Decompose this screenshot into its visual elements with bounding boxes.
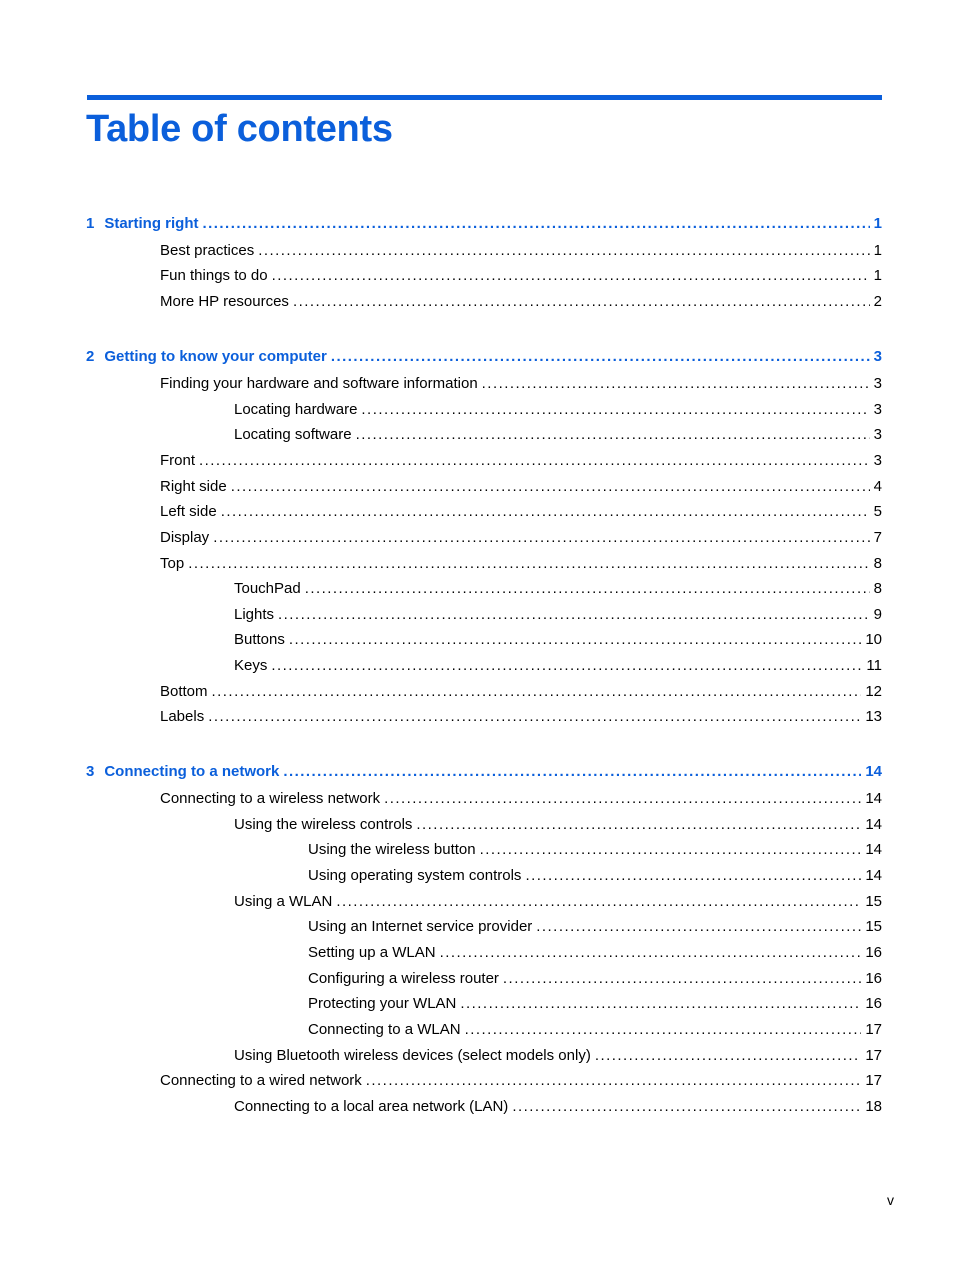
toc-entry[interactable]	[0, 425, 954, 445]
dot-leader	[503, 969, 861, 989]
toc-entry[interactable]	[0, 682, 954, 702]
toc-entry-label	[86, 347, 327, 367]
toc-entry-row	[308, 1020, 882, 1040]
dot-leader	[440, 943, 862, 963]
dot-leader	[331, 347, 870, 367]
toc-entry-title: Right side	[160, 478, 227, 495]
dot-leader	[278, 605, 870, 625]
toc-page-number: 18	[865, 1098, 882, 1115]
dot-leader	[465, 1020, 862, 1040]
toc-entry[interactable]	[0, 241, 954, 261]
toc-entry-label	[234, 605, 274, 625]
toc-entry-label	[234, 1046, 591, 1066]
toc-page-number: 3	[873, 401, 882, 418]
toc-page-number: 16	[865, 995, 882, 1012]
dot-leader	[199, 451, 870, 471]
toc-entry-label	[308, 866, 521, 886]
toc-entry[interactable]	[0, 266, 954, 286]
toc-entry-label	[86, 214, 199, 234]
toc-page-number: 3	[873, 375, 882, 392]
toc-entry-row	[160, 266, 882, 286]
toc-entry-title: Labels	[160, 708, 205, 725]
toc-page-number: 13	[865, 708, 882, 725]
toc-page-number: 14	[865, 790, 882, 807]
toc-page-number: 15	[865, 893, 882, 910]
page-number: v	[887, 1192, 894, 1208]
dot-leader	[293, 292, 870, 312]
toc-entry-row	[308, 969, 882, 989]
toc-entry-row	[234, 425, 882, 445]
toc-page-number: 9	[873, 606, 882, 623]
toc-page-number: 5	[873, 503, 882, 520]
dot-leader	[525, 866, 861, 886]
toc-entry-title: Buttons	[234, 631, 285, 648]
toc-entry[interactable]	[0, 994, 954, 1014]
toc-page-number: 14	[865, 841, 882, 858]
toc-entry-label	[308, 1020, 461, 1040]
toc-page-number: 17	[865, 1072, 882, 1089]
toc-entry-row	[234, 630, 882, 650]
toc-entry-title: Using the wireless controls	[234, 816, 413, 833]
toc-entry-title: Finding your hardware and software information	[160, 375, 478, 392]
toc-page-number: 14	[865, 867, 882, 884]
toc-page-number: 12	[865, 683, 882, 700]
toc-entry[interactable]	[0, 528, 954, 548]
toc-entry-title: Left side	[160, 503, 217, 520]
toc-entry-label	[160, 1071, 362, 1091]
toc-entry-title: TouchPad	[234, 580, 301, 597]
toc-entry-label	[160, 374, 478, 394]
dot-leader	[283, 762, 861, 782]
toc-entry-title: Connecting to a wireless network	[160, 790, 381, 807]
toc-entry[interactable]	[0, 554, 954, 574]
toc-entry-row	[234, 1046, 882, 1066]
toc-entry-row	[86, 762, 882, 782]
toc-page-number: 17	[865, 1047, 882, 1064]
toc-page-number: 10	[865, 631, 882, 648]
toc-entry[interactable]	[0, 502, 954, 522]
dot-leader	[188, 554, 869, 574]
toc-entry[interactable]	[0, 400, 954, 420]
toc-entry-label	[308, 840, 476, 860]
toc-page-number: 1	[873, 267, 882, 284]
chapter-number: 1	[86, 215, 95, 232]
toc-chapter-entry[interactable]	[0, 214, 954, 234]
toc-entry[interactable]	[0, 477, 954, 497]
toc-entry-title: Fun things to do	[160, 267, 268, 284]
toc-entry-row	[160, 554, 882, 574]
toc-entry[interactable]	[0, 707, 954, 727]
toc-entry-label	[160, 241, 254, 261]
toc-entry-title: Using an Internet service provider	[308, 918, 533, 935]
toc-page-number: 7	[873, 529, 882, 546]
toc-entry[interactable]	[0, 866, 954, 886]
toc-entry-label	[234, 425, 352, 445]
toc-entry[interactable]	[0, 630, 954, 650]
toc-chapter-entry[interactable]	[0, 347, 954, 367]
toc-entry-row	[160, 707, 882, 727]
toc-entry-label	[308, 994, 456, 1014]
dot-leader	[512, 1097, 861, 1117]
toc-page-number: 14	[865, 816, 882, 833]
dot-leader	[595, 1046, 861, 1066]
toc-entry-row	[308, 994, 882, 1014]
dot-leader	[258, 241, 869, 261]
toc-entry-label	[308, 917, 532, 937]
toc-entry[interactable]	[0, 1097, 954, 1117]
toc-entry-row	[234, 1097, 882, 1117]
toc-entry-title: Connecting to a wired network	[160, 1072, 362, 1089]
toc-entry-label	[308, 943, 436, 963]
dot-leader	[272, 266, 870, 286]
dot-leader	[356, 425, 870, 445]
dot-leader	[289, 630, 861, 650]
dot-leader	[460, 994, 861, 1014]
toc-page-number: 1	[873, 242, 882, 259]
dot-leader	[384, 789, 861, 809]
dot-leader	[203, 214, 870, 234]
dot-leader	[271, 656, 862, 676]
toc-entry[interactable]	[0, 969, 954, 989]
toc-entry[interactable]	[0, 1071, 954, 1091]
toc-entry-row	[160, 502, 882, 522]
toc-entry[interactable]	[0, 1020, 954, 1040]
toc-entry[interactable]	[0, 840, 954, 860]
toc-entry-row	[160, 292, 882, 312]
toc-entry-label	[160, 554, 184, 574]
toc-entry-row	[234, 400, 882, 420]
toc-entry-label	[234, 630, 285, 650]
toc-entry-row	[160, 1071, 882, 1091]
toc-entry[interactable]	[0, 605, 954, 625]
toc-entry[interactable]	[0, 451, 954, 471]
toc-entry-label	[160, 707, 204, 727]
toc-entry[interactable]	[0, 815, 954, 835]
toc-page-number: 16	[865, 970, 882, 987]
toc-entry-label	[160, 266, 268, 286]
dot-leader	[361, 400, 869, 420]
toc-entry-row	[234, 605, 882, 625]
toc-entry-title: Bottom	[160, 683, 208, 700]
toc-entry-title: Connecting to a network	[104, 763, 280, 780]
dot-leader	[305, 579, 870, 599]
toc-chapter-entry[interactable]	[0, 762, 954, 782]
toc-page-number: 2	[873, 293, 882, 310]
toc-entry[interactable]	[0, 292, 954, 312]
toc-entry-label	[86, 762, 279, 782]
toc-page-number: 16	[865, 944, 882, 961]
toc-page-number: 17	[865, 1021, 882, 1038]
toc-entry-label	[234, 892, 332, 912]
toc-entry-row	[86, 214, 882, 234]
toc-entry-row	[86, 347, 882, 367]
toc-entry-title: Keys	[234, 657, 268, 674]
toc-entry-row	[234, 892, 882, 912]
toc-entry-label	[308, 969, 499, 989]
toc-entry[interactable]	[0, 579, 954, 599]
dot-leader	[366, 1071, 862, 1091]
toc-entry-title: Getting to know your computer	[104, 348, 327, 365]
toc-entry[interactable]	[0, 943, 954, 963]
toc-entry-title: Top	[160, 555, 185, 572]
toc-entry-title: Lights	[234, 606, 275, 623]
dot-leader	[213, 528, 869, 548]
toc-page-number: 3	[873, 348, 882, 365]
chapter-number: 3	[86, 763, 95, 780]
dot-leader	[208, 707, 861, 727]
toc-entry-title: Using the wireless button	[308, 841, 476, 858]
toc-entry-row	[160, 241, 882, 261]
toc-entry-label	[160, 528, 209, 548]
toc-entry-title: Locating hardware	[234, 401, 358, 418]
toc-entry-row	[308, 840, 882, 860]
toc-entry-label	[160, 292, 289, 312]
toc-entry-title: Using a WLAN	[234, 893, 333, 910]
toc-page-number: 15	[865, 918, 882, 935]
toc-page-number: 8	[873, 555, 882, 572]
toc-page-number: 1	[873, 215, 882, 232]
toc-entry-row	[160, 477, 882, 497]
page-title: Table of contents	[86, 108, 393, 150]
toc-page-number: 3	[873, 452, 882, 469]
toc-entry[interactable]	[0, 374, 954, 394]
toc-entry-title: Display	[160, 529, 210, 546]
toc-entry-title: Configuring a wireless router	[308, 970, 499, 987]
toc-entry-label	[234, 815, 412, 835]
toc-entry[interactable]	[0, 656, 954, 676]
toc-entry-row	[160, 528, 882, 548]
toc-page-number: 4	[873, 478, 882, 495]
toc-entry-title: Using Bluetooth wireless devices (select models only)	[234, 1047, 591, 1064]
dot-leader	[416, 815, 861, 835]
dot-leader	[480, 840, 862, 860]
dot-leader	[231, 477, 870, 497]
dot-leader	[482, 374, 870, 394]
toc-entry-title: Front	[160, 452, 196, 469]
toc-entry-label	[160, 682, 208, 702]
toc-page-number: 3	[873, 426, 882, 443]
toc-entry-title: Setting up a WLAN	[308, 944, 436, 961]
dot-leader	[336, 892, 861, 912]
toc-entry[interactable]	[0, 789, 954, 809]
toc-entry-title: Best practices	[160, 242, 255, 259]
toc-entry-title: Connecting to a WLAN	[308, 1021, 461, 1038]
toc-entry[interactable]	[0, 1046, 954, 1066]
toc-entry-label	[234, 579, 301, 599]
dot-leader	[212, 682, 862, 702]
dot-leader	[536, 917, 861, 937]
toc-entry-label	[160, 477, 227, 497]
toc-entry-label	[160, 789, 380, 809]
toc-entry-row	[160, 682, 882, 702]
chapter-number: 2	[86, 348, 95, 365]
toc-entry-title: Locating software	[234, 426, 352, 443]
toc-entry-row	[160, 789, 882, 809]
toc-entry-title: Connecting to a local area network (LAN)	[234, 1098, 509, 1115]
toc-entry-label	[160, 451, 195, 471]
toc-entry[interactable]	[0, 917, 954, 937]
toc-entry-label	[160, 502, 217, 522]
toc-entry-title: Protecting your WLAN	[308, 995, 457, 1012]
toc-entry-row	[308, 866, 882, 886]
toc-entry-title: Using operating system controls	[308, 867, 522, 884]
toc-entry[interactable]	[0, 892, 954, 912]
toc-entry-label	[234, 1097, 508, 1117]
toc-entry-title: More HP resources	[160, 293, 289, 310]
toc-entry-label	[234, 656, 267, 676]
toc-entry-row	[234, 815, 882, 835]
toc-entry-row	[160, 451, 882, 471]
dot-leader	[221, 502, 870, 522]
toc-entry-row	[234, 579, 882, 599]
toc-entry-row	[308, 943, 882, 963]
toc-page-number: 11	[866, 657, 882, 674]
toc-entry-label	[234, 400, 357, 420]
toc-page-number: 8	[873, 580, 882, 597]
toc-entry-row	[160, 374, 882, 394]
toc-entry-row	[308, 917, 882, 937]
toc-page-number: 14	[865, 763, 882, 780]
toc-entry-title: Starting right	[104, 215, 199, 232]
toc-entry-row	[234, 656, 882, 676]
